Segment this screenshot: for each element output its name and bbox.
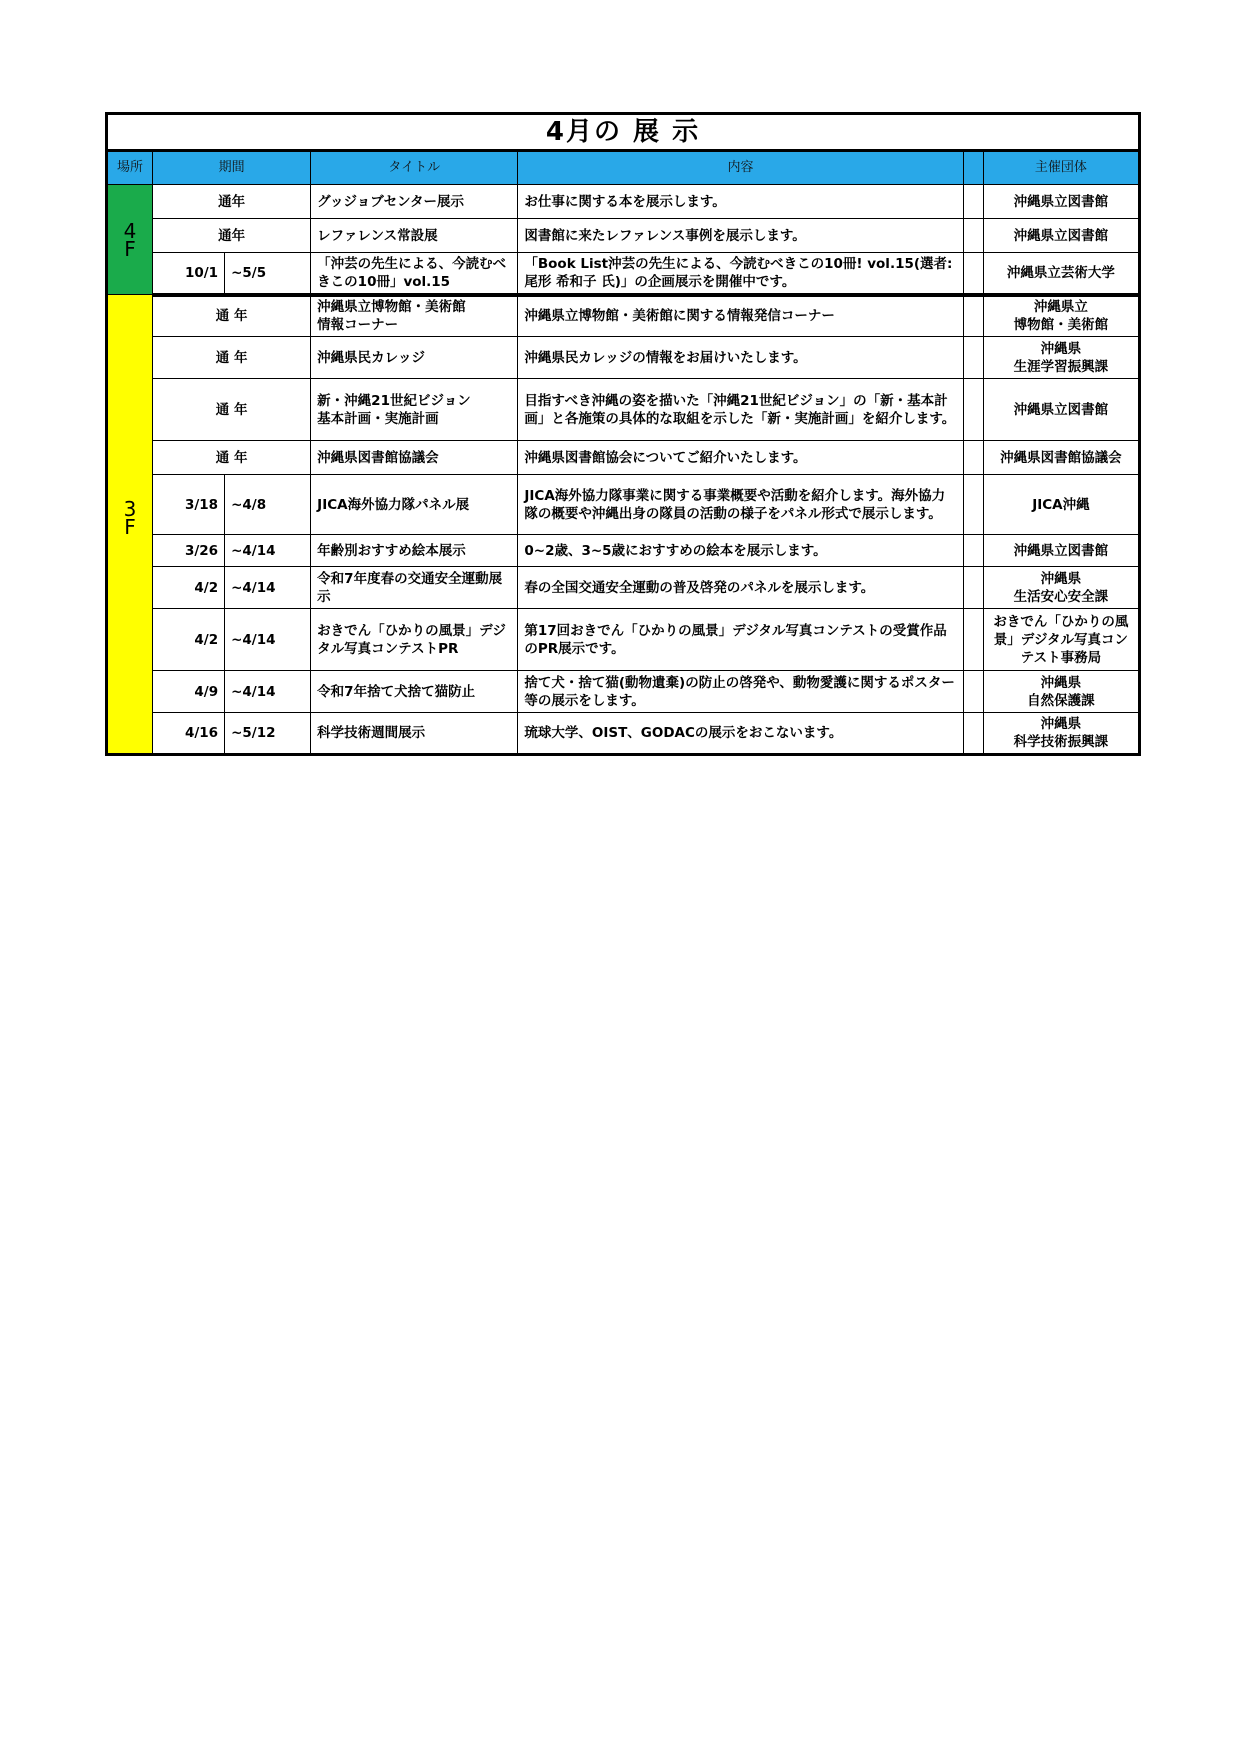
end-date-cell: ~5/12 bbox=[225, 713, 311, 755]
header-spacer bbox=[963, 151, 983, 185]
start-date-cell: 4/2 bbox=[153, 567, 225, 609]
title-cell: 沖縄県図書館協議会 bbox=[311, 441, 518, 475]
title-cell: グッジョブセンター展示 bbox=[311, 185, 518, 219]
spacer-cell bbox=[963, 379, 983, 441]
organizer-cell: 沖縄県 自然保護課 bbox=[983, 671, 1139, 713]
header-organizer: 主催団体 bbox=[983, 151, 1139, 185]
table-row bbox=[107, 379, 1140, 441]
spacer-cell bbox=[963, 295, 983, 337]
content-cell: 第17回おきでん「ひかりの風景」デジタル写真コンテストの受賞作品のPR展示です。 bbox=[518, 609, 963, 671]
end-date-cell: ~4/14 bbox=[225, 567, 311, 609]
spacer-cell bbox=[963, 219, 983, 253]
table-row bbox=[107, 671, 1140, 713]
title-cell: おきでん「ひかりの風景」デジタル写真コンテストPR bbox=[311, 609, 518, 671]
end-date-cell: ~4/8 bbox=[225, 475, 311, 535]
table-row bbox=[107, 337, 1140, 379]
start-date-cell: 3/26 bbox=[153, 535, 225, 567]
period-cell: 通年 bbox=[153, 219, 311, 253]
title-cell: 年齢別おすすめ絵本展示 bbox=[311, 535, 518, 567]
header-title: タイトル bbox=[311, 151, 518, 185]
content-cell: 「Book List沖芸の先生による、今読むべきこの10冊! vol.15(選者:尾形 希和子 氏)」の企画展示を開催中です。 bbox=[518, 253, 963, 295]
period-cell: 通 年 bbox=[153, 379, 311, 441]
title-cell: レファレンス常設展 bbox=[311, 219, 518, 253]
end-date-cell: ~4/14 bbox=[225, 535, 311, 567]
organizer-cell: 沖縄県立芸術大学 bbox=[983, 253, 1139, 295]
organizer-cell: 沖縄県立図書館 bbox=[983, 185, 1139, 219]
start-date-cell: 3/18 bbox=[153, 475, 225, 535]
organizer-cell: 沖縄県立図書館 bbox=[983, 219, 1139, 253]
spacer-cell bbox=[963, 609, 983, 671]
content-cell: 目指すべき沖縄の姿を描いた「沖縄21世紀ビジョン」の「新・基本計画」と各施策の具体的な取組を示した「新・実施計画」を紹介します。 bbox=[518, 379, 963, 441]
content-cell: 図書館に来たレファレンス事例を展示します。 bbox=[518, 219, 963, 253]
organizer-cell: 沖縄県 科学技術振興課 bbox=[983, 713, 1139, 755]
floor-4f-label: 4 F bbox=[107, 185, 153, 295]
header-content: 内容 bbox=[518, 151, 963, 185]
title-cell: 沖縄県民カレッジ bbox=[311, 337, 518, 379]
period-cell: 通年 bbox=[153, 185, 311, 219]
spacer-cell bbox=[963, 441, 983, 475]
table-row bbox=[107, 253, 1140, 295]
period-cell: 通 年 bbox=[153, 295, 311, 337]
page-title: 4月の 展 示 bbox=[107, 114, 1140, 151]
organizer-cell: 沖縄県立図書館 bbox=[983, 535, 1139, 567]
start-date-cell: 4/16 bbox=[153, 713, 225, 755]
spacer-cell bbox=[963, 475, 983, 535]
table-row bbox=[107, 609, 1140, 671]
content-cell: お仕事に関する本を展示します。 bbox=[518, 185, 963, 219]
start-date-cell: 10/1 bbox=[153, 253, 225, 295]
organizer-cell: 沖縄県立図書館 bbox=[983, 379, 1139, 441]
header-period: 期間 bbox=[153, 151, 311, 185]
content-cell: 捨て犬・捨て猫(動物遺棄)の防止の啓発や、動物愛護に関するポスター等の展示をします。 bbox=[518, 671, 963, 713]
floor-3f-label: 3 F bbox=[107, 295, 153, 755]
spacer-cell bbox=[963, 713, 983, 755]
spacer-cell bbox=[963, 253, 983, 295]
content-cell: 0~2歳、3~5歳におすすめの絵本を展示します。 bbox=[518, 535, 963, 567]
content-cell: 春の全国交通安全運動の普及啓発のパネルを展示します。 bbox=[518, 567, 963, 609]
title-cell: 令和7年捨て犬捨て猫防止 bbox=[311, 671, 518, 713]
organizer-cell: 沖縄県立 博物館・美術館 bbox=[983, 295, 1139, 337]
exhibit-sheet bbox=[105, 112, 1141, 756]
start-date-cell: 4/9 bbox=[153, 671, 225, 713]
title-cell: 令和7年度春の交通安全運動展示 bbox=[311, 567, 518, 609]
title-cell: 「沖芸の先生による、今読むべきこの10冊」vol.15 bbox=[311, 253, 518, 295]
table-row bbox=[107, 441, 1140, 475]
table-row bbox=[107, 567, 1140, 609]
header-row bbox=[107, 151, 1140, 185]
content-cell: JICA海外協力隊事業に関する事業概要や活動を紹介します。海外協力隊の概要や沖縄出身の隊員の活動の様子をパネル形式で展示します。 bbox=[518, 475, 963, 535]
organizer-cell: 沖縄県 生活安心安全課 bbox=[983, 567, 1139, 609]
title-cell: 科学技術週間展示 bbox=[311, 713, 518, 755]
organizer-cell: JICA沖縄 bbox=[983, 475, 1139, 535]
table-row bbox=[107, 535, 1140, 567]
content-cell: 沖縄県民カレッジの情報をお届けいたします。 bbox=[518, 337, 963, 379]
table-row bbox=[107, 295, 1140, 337]
content-cell: 沖縄県立博物館・美術館に関する情報発信コーナー bbox=[518, 295, 963, 337]
spacer-cell bbox=[963, 185, 983, 219]
title-cell: JICA海外協力隊パネル展 bbox=[311, 475, 518, 535]
table-row bbox=[107, 475, 1140, 535]
spacer-cell bbox=[963, 567, 983, 609]
header-location: 場所 bbox=[107, 151, 153, 185]
organizer-cell: 沖縄県 生涯学習振興課 bbox=[983, 337, 1139, 379]
content-cell: 沖縄県図書館協会についてご紹介いたします。 bbox=[518, 441, 963, 475]
spacer-cell bbox=[963, 337, 983, 379]
exhibit-table bbox=[105, 112, 1141, 756]
end-date-cell: ~4/14 bbox=[225, 609, 311, 671]
table-row bbox=[107, 185, 1140, 219]
table-row bbox=[107, 713, 1140, 755]
spacer-cell bbox=[963, 535, 983, 567]
organizer-cell: 沖縄県図書館協議会 bbox=[983, 441, 1139, 475]
end-date-cell: ~4/14 bbox=[225, 671, 311, 713]
table-row bbox=[107, 219, 1140, 253]
spacer-cell bbox=[963, 671, 983, 713]
title-cell: 沖縄県立博物館・美術館 情報コーナー bbox=[311, 295, 518, 337]
title-cell: 新・沖縄21世紀ビジョン 基本計画・実施計画 bbox=[311, 379, 518, 441]
content-cell: 琉球大学、OIST、GODACの展示をおこないます。 bbox=[518, 713, 963, 755]
organizer-cell: おきでん「ひかりの風景」デジタル写真コンテスト事務局 bbox=[983, 609, 1139, 671]
start-date-cell: 4/2 bbox=[153, 609, 225, 671]
period-cell: 通 年 bbox=[153, 337, 311, 379]
period-cell: 通 年 bbox=[153, 441, 311, 475]
end-date-cell: ~5/5 bbox=[225, 253, 311, 295]
